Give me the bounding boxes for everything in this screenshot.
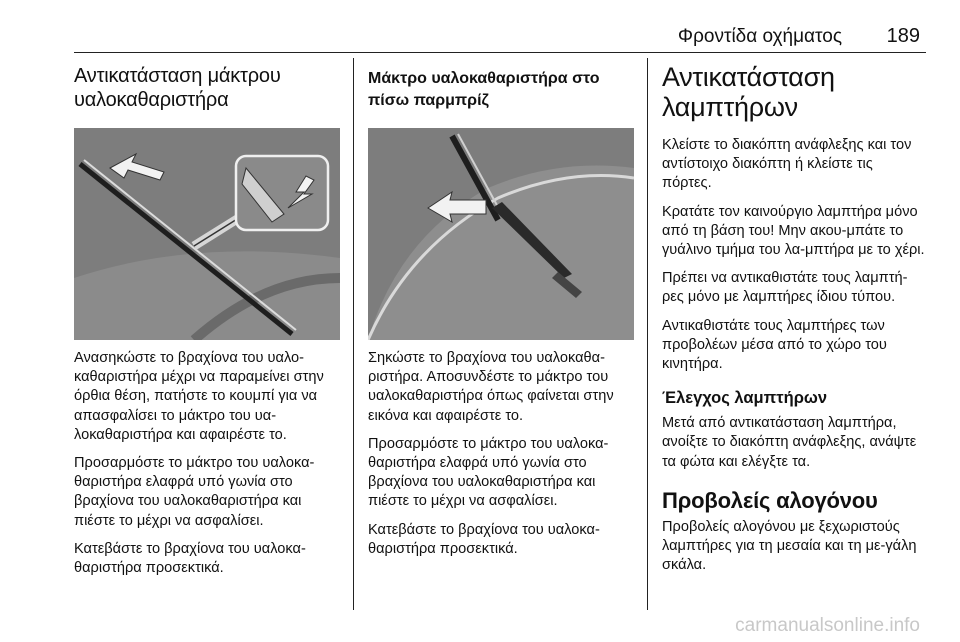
paragraph: Κρατάτε τον καινούργιο λαμπτήρα μόνο από τη βάση του! Μην ακου‐μπάτε το γυάλινο τμήμα του λα‐μπτήρα με το χέρι. <box>662 203 925 259</box>
paragraph: Κατεβάστε το βραχίονα του υαλοκα‐θαριστήρα προσεκτικά. <box>368 521 600 557</box>
column-wiper-blade <box>74 58 340 578</box>
paragraph: Ανασηκώστε το βραχίονα του υαλο‐καθαριστήρα μέχρι να παραμείνει στην όρθια θέση, πατήστε το κουμπί για να απασφαλίσει το μάκτρο του υα‐λοκαθαριστήρα και αφαιρέστε το. <box>74 350 324 443</box>
paragraph: Προσαρμόστε το μάκτρο του υαλοκα‐θαριστήρα ελαφρά υπό γωνία στο βραχίονα του υαλοκαθαριστήρα και πιέστε το μέχρι να ασφαλίσει. <box>368 435 609 510</box>
paragraph: Μετά από αντικατάσταση λαμπτήρα, ανοίξτε το διακόπτη ανάφλεξης, ανάψτε τα φώτα και ελέγξτε τα. <box>662 415 917 470</box>
column-rear-wiper <box>368 58 634 559</box>
paragraph: Πρέπει να αντικαθιστάτε τους λαμπτή‐ρες μόνο με λαμπτήρες ίδιου τύπου. <box>662 270 908 306</box>
paragraph: Σηκώστε το βραχίονα του υαλοκαθα‐ριστήρα. Αποσυνδέστε το μάκτρο του υαλοκαθαριστήρα όπως φαίνεται στην εικόνα και αφαιρέστε το. <box>368 350 614 424</box>
watermark: carmanualsonline.info <box>735 615 920 636</box>
column-divider-1 <box>353 58 354 610</box>
paragraph: Προβολείς αλογόνου με ξεχωριστούς λαμπτήρες για τη μεσαία και τη με‐γάλη σκάλα. <box>662 518 917 574</box>
paragraph: Αντικαθιστάτε τους λαμπτήρες των προβολέων μέσα από το χώρο του κινητήρα. <box>662 317 887 373</box>
section-heading-rear-wiper: Μάκτρο υαλοκαθαριστήρα στο πίσω παρμπρίζ <box>368 70 600 109</box>
paragraph: Κατεβάστε το βραχίονα του υαλοκα‐θαριστήρα προσεκτικά. <box>74 540 306 577</box>
section-heading-bulb-replacement: Αντικατάσταση λαμπτήρων <box>662 62 835 122</box>
column-bulb-replacement <box>662 58 926 575</box>
page-number: 189 <box>886 25 920 47</box>
rear-wiper-illustration <box>368 128 634 340</box>
paragraph: Προσαρμόστε το μάκτρο του υαλοκα‐θαριστήρα ελαφρά υπό γωνία στο βραχίονα του υαλοκαθαριστήρα και πιέστε το μέχρι να ασφαλίσει. <box>74 455 315 529</box>
header-title: Φροντίδα οχήματος <box>677 26 842 47</box>
section-heading-wiper-blade: Αντικατάσταση μάκτρου υαλοκαθαριστήρα <box>74 65 281 111</box>
paragraph: Κλείστε το διακόπτη ανάφλεξης και τον αντίστοιχο διακόπτη ή κλείστε τις πόρτες. <box>662 137 912 192</box>
column-divider-2 <box>647 58 648 610</box>
page-header <box>0 0 960 52</box>
header-rule <box>74 52 926 53</box>
section-heading-halogen-headlights: Προβολείς αλογόνου <box>662 487 878 513</box>
subheading-bulb-check: Έλεγχος λαμπτήρων <box>662 389 828 408</box>
windscreen-wiper-illustration <box>74 128 340 340</box>
